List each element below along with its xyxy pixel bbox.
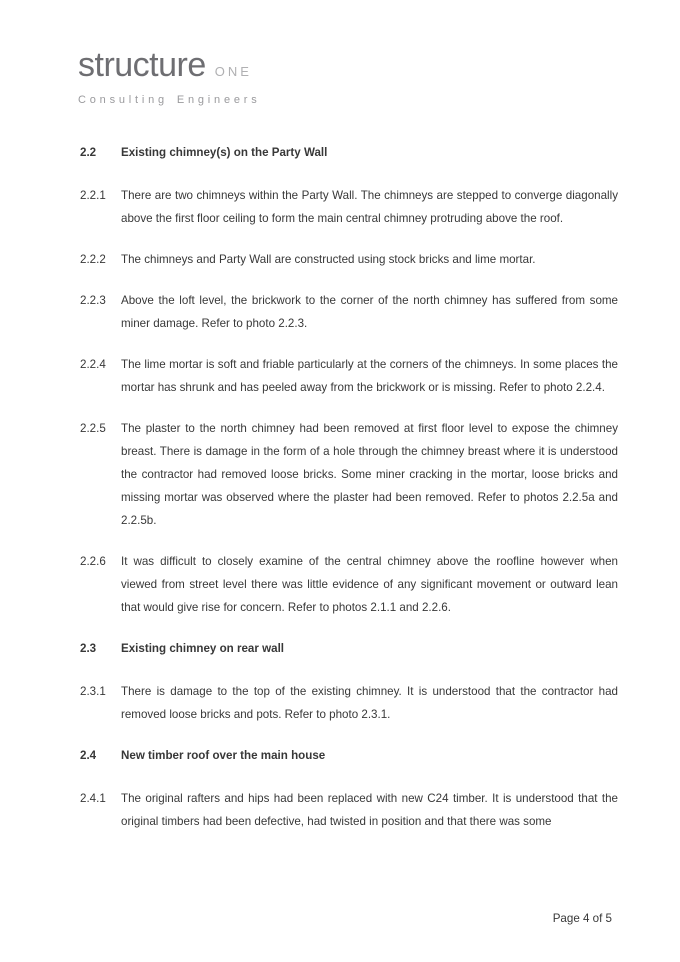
item-number: 2.2.1 [80,189,106,202]
item-text: The plaster to the north chimney had been removed at first floor level to expose the chimney breast. There is damage in the form of a hole through the chimney breast where it is understood the contractor had removed loose bricks. Some miner cracking in the mortar, loose bricks and missing mortar was observed where the plaster had been removed. Refer to photos 2.2.5a and 2.2.5b. [121,422,618,527]
item-number: 2.2.3 [80,294,106,307]
item-number: 2.4 [80,749,97,762]
section-paragraph [80,184,618,230]
item-text: There is damage to the top of the existing chimney. It is understood that the contractor had removed loose bricks and pots. Refer to photo 2.3.1. [121,685,618,721]
section-paragraph [80,353,618,399]
item-number: 2.2 [80,146,97,159]
logo-brand-text: structure [78,46,206,84]
item-number: 2.4.1 [80,792,106,805]
section-heading [80,637,618,660]
item-number: 2.3 [80,642,97,655]
item-number: 2.2.5 [80,422,106,435]
item-text: The original rafters and hips had been replaced with new C24 timber. It is understood that the original timbers had been defective, had twisted in position and that there was some [121,792,618,828]
section-paragraph [80,787,618,833]
item-text: Existing chimney(s) on the Party Wall [121,146,328,159]
item-text: There are two chimneys within the Party Wall. The chimneys are stepped to converge diagonally above the first floor ceiling to form the main central chimney protruding above the roof. [121,189,618,225]
section-heading [80,744,618,767]
item-text: The chimneys and Party Wall are constructed using stock bricks and lime mortar. [121,253,536,266]
section-heading [80,141,618,164]
section-paragraph [80,248,618,271]
section-paragraph [80,550,618,619]
logo-suffix-text: ONE [214,64,252,79]
page-number: Page 4 of 5 [552,912,612,925]
section-paragraph [80,289,618,335]
report-body [80,0,618,851]
item-number: 2.2.2 [80,253,106,266]
logo-tagline: Consulting Engineers [78,94,261,106]
section-paragraph [80,417,618,532]
item-text: The lime mortar is soft and friable particularly at the corners of the chimneys. In some places the mortar has shrunk and has peeled away from the brickwork or is missing. Refer to photo 2.2.4. [121,358,618,394]
item-text: Above the loft level, the brickwork to the corner of the north chimney has suffered from some miner damage. Refer to photo 2.2.3. [121,294,618,330]
item-number: 2.2.4 [80,358,106,371]
item-number: 2.2.6 [80,555,106,568]
item-text: It was difficult to closely examine of the central chimney above the roofline however when viewed from street level there was little evidence of any significant movement or outward lean that would give rise for concern. Refer to photos 2.1.1 and 2.2.6. [121,555,618,614]
section-paragraph [80,680,618,726]
item-number: 2.3.1 [80,685,106,698]
item-text: New timber roof over the main house [121,749,326,762]
item-text: Existing chimney on rear wall [121,642,285,655]
